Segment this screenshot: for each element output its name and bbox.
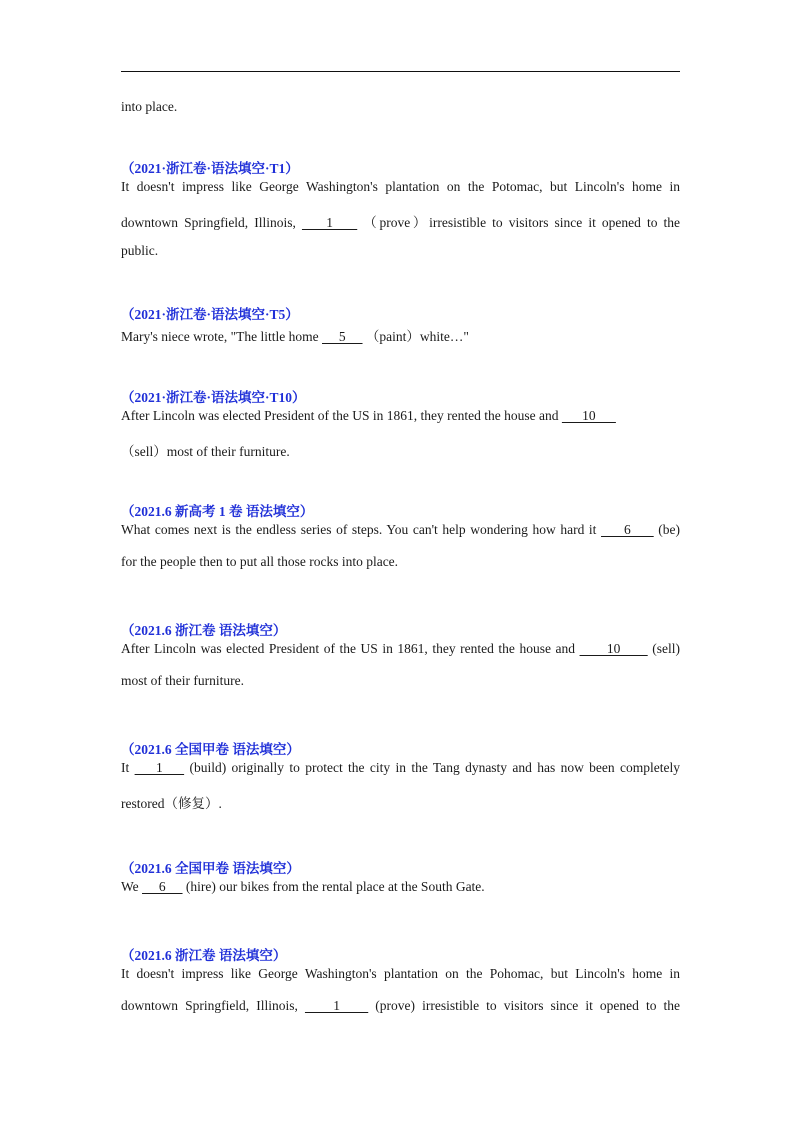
exercise-text-line [121,673,680,689]
answer-blank: 5 [322,329,363,344]
text-segment: (sell) [647,641,680,656]
text-segment: most of their furniture. [121,673,244,688]
text-segment: (hire) our bikes from the rental place at the South Gate. [182,879,485,894]
text-segment: restored（修复）. [121,796,222,811]
text-segment: downtown Springfield, Illinois, [121,215,302,230]
text-segment: （prove）irresistible to visitors since it opened to the [357,215,681,230]
exercise-text-line [121,760,680,776]
fragment-text: into place. [121,99,178,114]
exercise-text-line [121,641,680,657]
exercise-source-heading: （2021·浙江卷·语法填空·T10） [121,390,306,405]
exercise-source-heading: （2021.6 新高考 1 卷 语法填空） [121,504,314,519]
text-segment: It [121,760,135,775]
text-segment: （sell）most of their furniture. [121,444,290,459]
text-segment: Mary's niece wrote, "The little home [121,329,323,344]
text-segment: After Lincoln was elected President of the US in 1861, they rented the house and [121,408,562,423]
answer-blank: 10 [579,641,648,656]
header-rule [121,71,680,72]
text-segment: for the people then to put all those rocks into place. [121,554,399,569]
exercise-text-line [121,179,680,195]
exercise-text-line [121,440,680,460]
text-segment: （paint）white…" [362,329,469,344]
exercise-text-line [121,998,680,1014]
exercise-text-line [121,966,680,982]
answer-blank: 6 [601,522,654,537]
exercise-text-line [121,243,680,259]
text-segment: It doesn't impress like George Washington's plantation on the Pohomac, but Lincoln's home in [121,966,680,981]
exercise-source-heading: （2021.6 全国甲卷 语法填空） [121,742,300,757]
text-segment: (be) [653,522,681,537]
exercise-source-heading: （2021·浙江卷·语法填空·T5） [121,307,299,322]
answer-blank: 1 [301,215,358,230]
exercise-text-line [121,408,680,424]
text-segment: After Lincoln was elected President of the US in 1861, they rented the house and [121,641,580,656]
exercise-source-heading: （2021.6 浙江卷 语法填空） [121,623,287,638]
text-segment: It doesn't impress like George Washington's plantation on the Potomac, but Lincoln's home in [121,179,680,194]
exercise-text-line [121,554,680,570]
exercise-text-line [121,879,680,895]
text-segment: (prove) irresistible to visitors since it opened to the [368,998,681,1013]
text-segment: We [121,879,143,894]
exercise-text-line [121,325,680,345]
text-segment: public. [121,243,159,258]
exercise-source-heading: （2021.6 浙江卷 语法填空） [121,948,287,963]
answer-blank: 1 [304,998,369,1013]
exercise-text-line [121,522,680,538]
exercise-text-line [121,211,680,231]
text-segment: What comes next is the endless series of steps. You can't help wondering how hard it [121,522,602,537]
text-segment: (build) originally to protect the city in the Tang dynasty and has now been completely [184,760,680,775]
answer-blank: 1 [134,760,185,775]
exercise-text-line [121,792,680,812]
text-segment: downtown Springfield, Illinois, [121,998,305,1013]
answer-blank: 10 [561,408,616,423]
exercise-source-heading: （2021.6 全国甲卷 语法填空） [121,861,300,876]
exercise-source-heading: （2021·浙江卷·语法填空·T1） [121,161,299,176]
answer-blank: 6 [142,879,183,894]
